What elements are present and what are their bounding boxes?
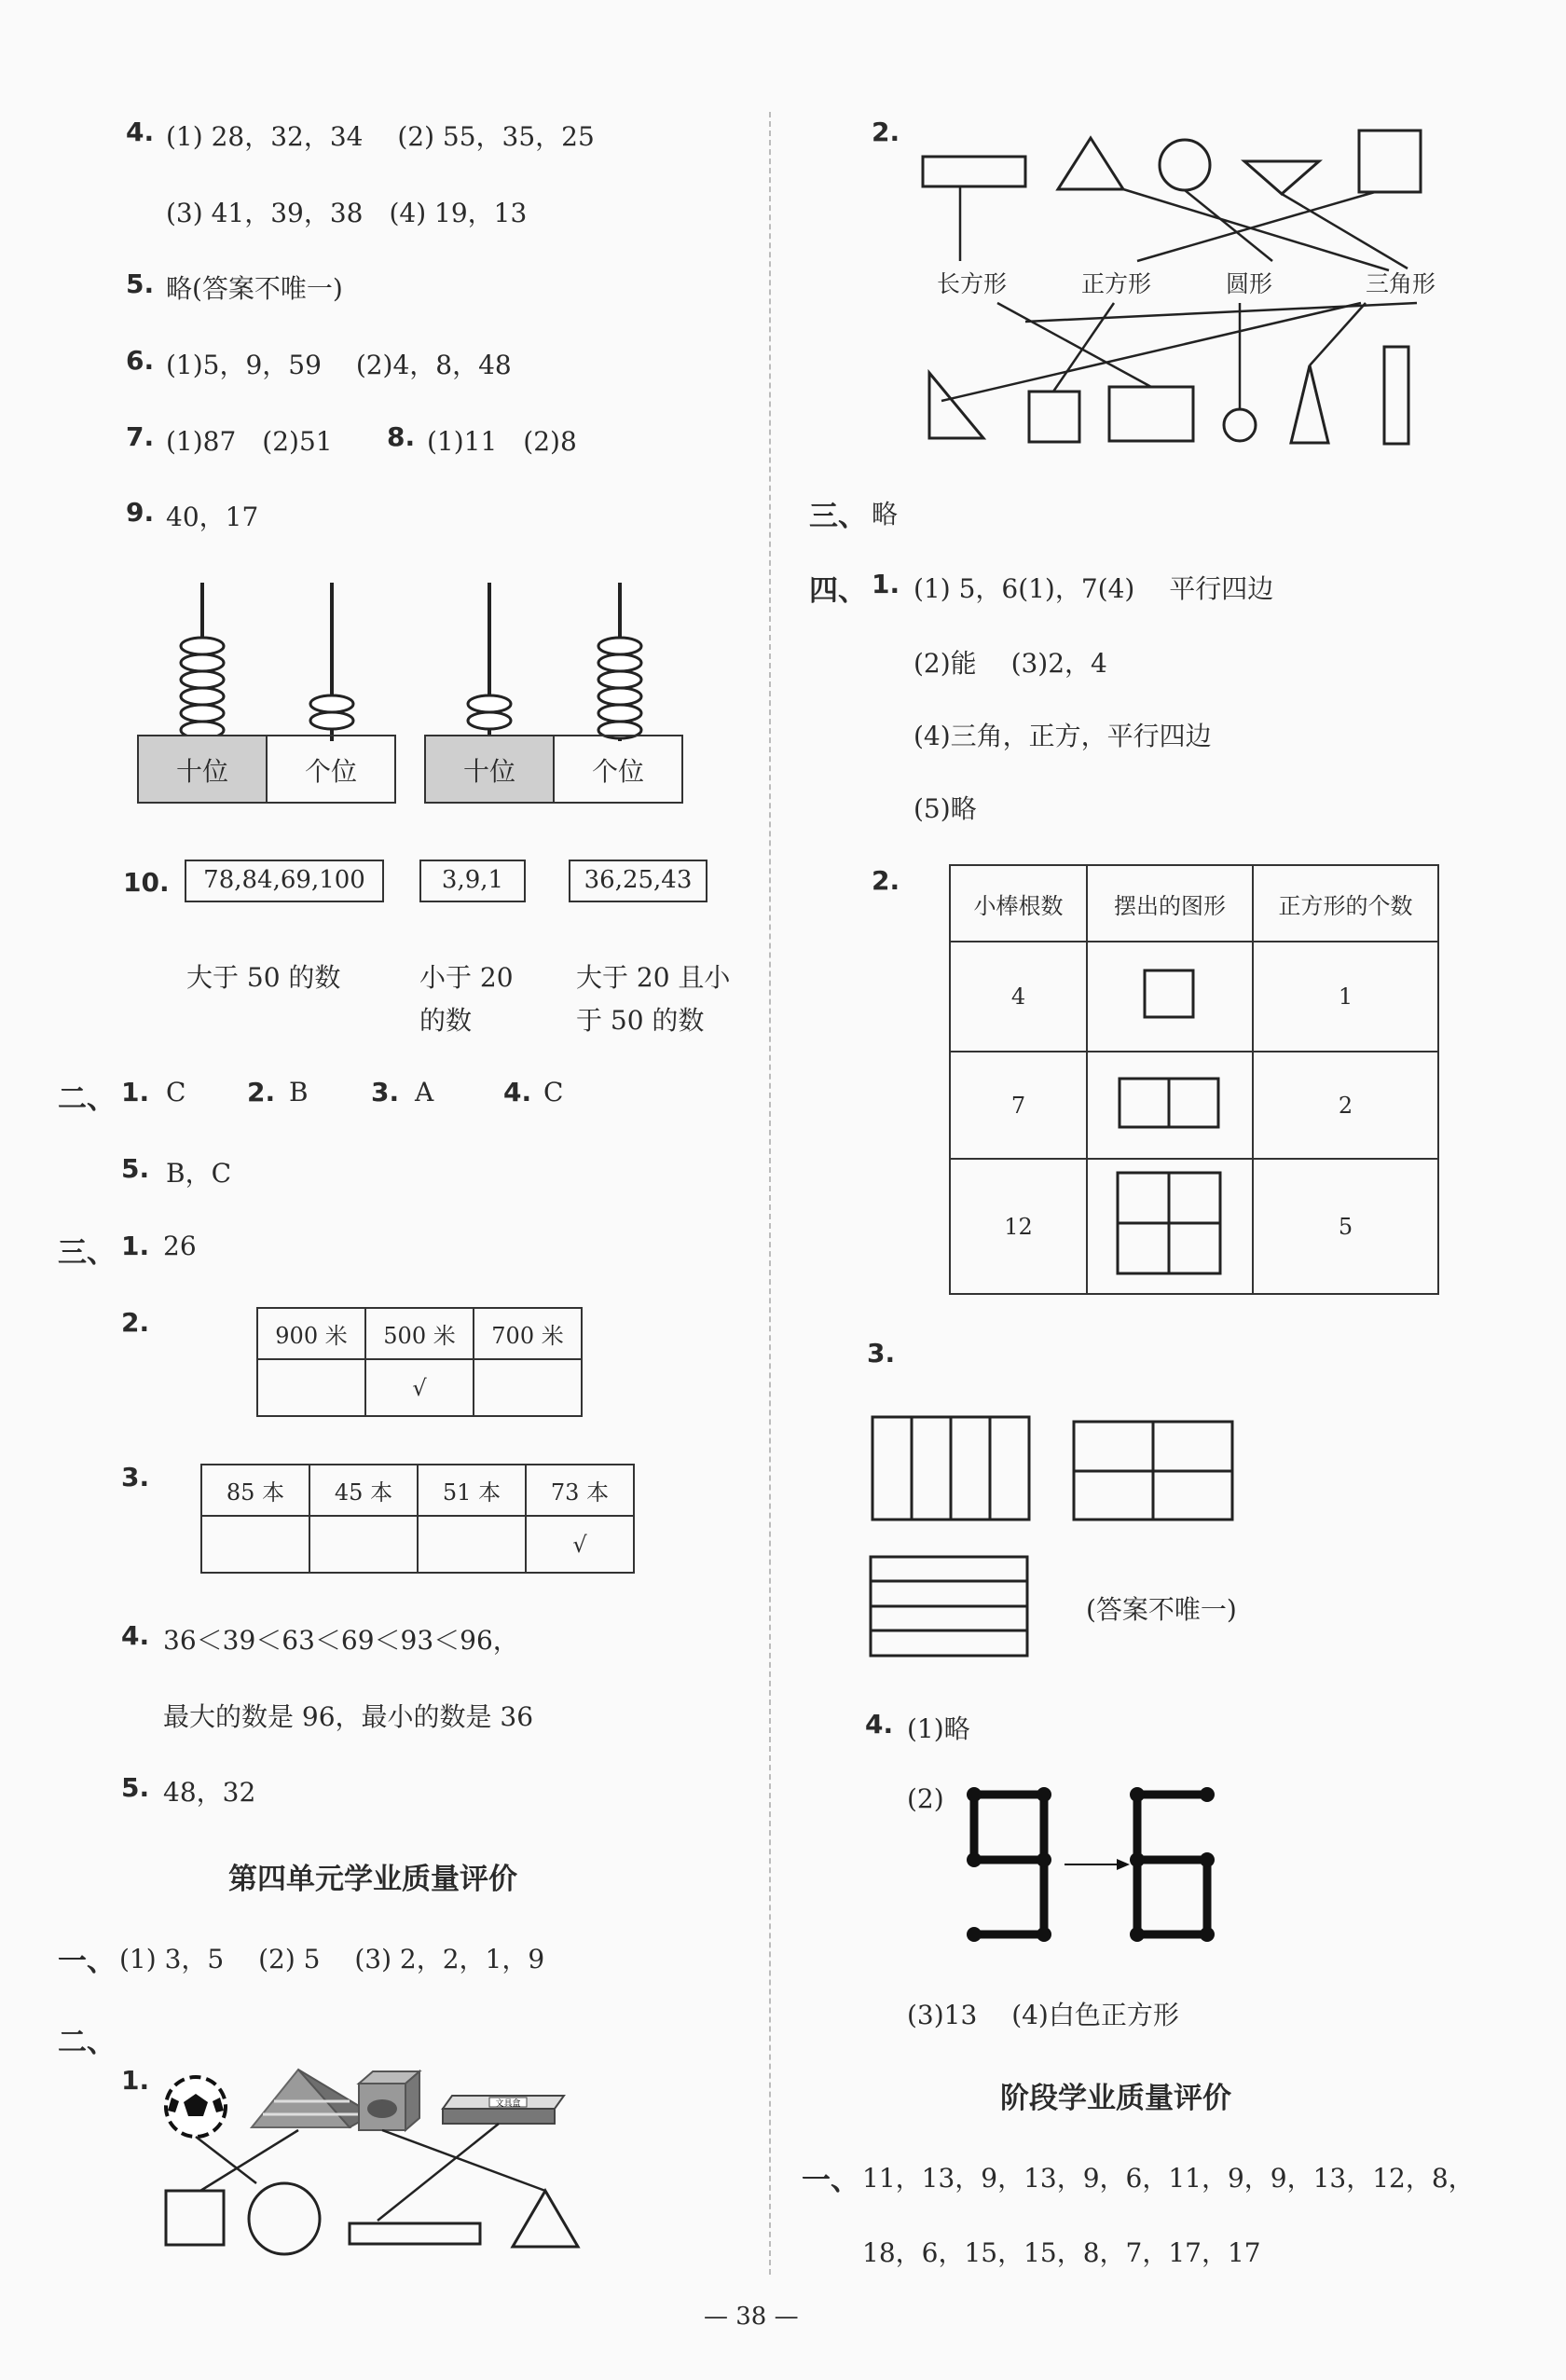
sticks-header: 小棒根数 [950, 865, 1087, 942]
s3-q4-line2: 最大的数是 96，最小的数是 36 [163, 1701, 534, 1732]
q4-line1: (1) 28，32，34 (2) 55，35，25 [166, 121, 595, 152]
r-s4-q4-line3: (3)13 (4)白色正方形 [907, 2000, 1179, 2030]
q8-answer: (1)11 (2)8 [427, 426, 577, 457]
q9-answer: 40，17 [166, 502, 259, 532]
column-divider [769, 112, 771, 2275]
q10-box3-text: 36,25,43 [584, 866, 693, 894]
q9-number: 9. [126, 497, 155, 528]
sticks-count: 4 [950, 942, 1087, 1052]
r-s4-q1-line3: (4)三角，正方，平行四边 [914, 721, 1212, 751]
sticks-figure [1087, 1159, 1253, 1294]
rectangle-shape [350, 2223, 480, 2244]
s3-q5-answer: 48，32 [163, 1777, 256, 1808]
q5-number: 5. [126, 268, 155, 299]
s2-q5-number: 5. [121, 1153, 150, 1184]
r-s4-q4-line2: (2) [907, 1783, 944, 1814]
s2-q4-answer: C [543, 1077, 564, 1107]
books-table [200, 1464, 635, 1574]
sticks-count: 7 [950, 1052, 1087, 1159]
circle-shape [249, 2183, 320, 2254]
s2-q4-number: 4. [503, 1077, 532, 1107]
books-mark [201, 1516, 309, 1573]
distance-mark [257, 1359, 365, 1416]
s3-q1-number: 1. [121, 1231, 150, 1261]
abacus-ones-label: 个位 [591, 756, 644, 787]
s2-q1-answer: C [166, 1077, 186, 1107]
pencil-box-label: 文具盒 [495, 2099, 521, 2109]
q7-answer: (1)87 (2)51 [166, 426, 333, 457]
books-mark [418, 1516, 526, 1573]
q8-number: 8. [387, 421, 416, 452]
q6-answer: (1)5，9，59 (2)4，8，48 [166, 350, 512, 380]
sticks-header: 正方形的个数 [1253, 865, 1438, 942]
abacus-left-tens-cell [137, 735, 268, 804]
unit4-s1-heading: 一、 [58, 1945, 116, 1978]
q10-number: 10. [123, 867, 170, 898]
s2-q3-answer: A [415, 1077, 434, 1107]
s3-q4-line1: 36＜39＜63＜69＜93＜96， [163, 1625, 519, 1656]
q4-number: 4. [126, 117, 155, 147]
r-s4-q3-number: 3. [867, 1338, 896, 1369]
cube-icon [359, 2071, 419, 2130]
distance-mark: √ [365, 1359, 474, 1416]
r-s4-q4-number: 4. [865, 1709, 894, 1740]
q10-box-greater-50 [185, 860, 384, 902]
sticks-count: 12 [950, 1159, 1087, 1294]
s3-q3-number: 3. [121, 1462, 150, 1493]
books-header: 73 本 [526, 1465, 634, 1516]
abacus-tens-label: 十位 [462, 756, 515, 787]
abacus-left-ones-cell [266, 735, 396, 804]
label-rectangle: 长方形 [937, 270, 1008, 297]
unit4-s2-q1-number: 1. [121, 2065, 150, 2096]
s2-q3-number: 3. [371, 1077, 400, 1107]
r-s3-answer: 略 [872, 499, 899, 530]
pyramid-icon [252, 2070, 373, 2127]
q5-answer: 略(答案不唯一) [166, 273, 343, 304]
q10-label1: 大于 50 的数 [186, 962, 341, 993]
square-shape [166, 2191, 224, 2245]
page-number: — 38 — [704, 2303, 799, 2331]
unit4-s1-answer: (1) 3，5 (2) 5 (3) 2，2，1，9 [119, 1944, 545, 1974]
stage-s1-line2: 18，6，15，15，8，7，17，17 [862, 2237, 1261, 2268]
arrow-right-icon [1117, 1859, 1130, 1870]
s2-q2-number: 2. [247, 1077, 276, 1107]
q7-number: 7. [126, 421, 155, 452]
squares-count: 1 [1253, 942, 1438, 1052]
abacus-right-ones-cell [553, 735, 683, 804]
books-mark: √ [526, 1516, 634, 1573]
sticks-figure [1087, 1052, 1253, 1159]
r-s4-q3-note: (答案不唯一) [1086, 1594, 1237, 1625]
s2-q5-answer: B，C [166, 1158, 232, 1189]
sticks-table [949, 864, 1439, 1295]
books-header: 51 本 [418, 1465, 526, 1516]
q6-number: 6. [126, 345, 155, 376]
stage-s1-line1: 11，13，9，13，9，6，11，9，9，13，12，8， [862, 2163, 1475, 2194]
pencil-box-icon [443, 2096, 564, 2124]
books-mark [309, 1516, 418, 1573]
s2-heading: 二、 [58, 1082, 116, 1116]
r-s4-q1-line2: (2)能 (3)2，4 [914, 648, 1107, 679]
q10-box1-text: 78,84,69,100 [203, 866, 365, 894]
soccer-ball-icon [166, 2077, 226, 2137]
distance-mark [474, 1359, 582, 1416]
s3-q4-number: 4. [121, 1620, 150, 1651]
distance-header: 700 米 [474, 1308, 582, 1359]
two-squares-figure [1117, 1076, 1223, 1130]
q4-line2: (3) 41，39，38 (4) 19，13 [166, 198, 528, 228]
q10-label3b: 于 50 的数 [576, 1005, 705, 1036]
q10-label2b: 的数 [419, 1005, 473, 1036]
four-squares-figure [1115, 1170, 1225, 1278]
distance-table [256, 1307, 583, 1417]
abacus-ones-label: 个位 [304, 756, 357, 787]
s3-q2-number: 2. [121, 1307, 150, 1338]
s3-heading: 三、 [58, 1236, 116, 1270]
matchstick-9-to-6-figure [960, 1785, 1240, 1944]
r-s4-q4-line1: (1)略 [907, 1713, 970, 1744]
label-triangle: 三角形 [1366, 270, 1436, 297]
squares-count: 2 [1253, 1052, 1438, 1159]
squares-count: 5 [1253, 1159, 1438, 1294]
label-square: 正方形 [1081, 270, 1152, 297]
s3-q5-number: 5. [121, 1772, 150, 1803]
r-s4-q1-line1: (1) 5，6(1)，7(4) 平行四边 [914, 573, 1274, 604]
distance-header: 900 米 [257, 1308, 365, 1359]
label-circle: 圆形 [1226, 270, 1273, 297]
unit4-s2-heading: 二、 [58, 2026, 116, 2059]
q10-label2a: 小于 20 [419, 962, 514, 993]
r-s4-heading: 四、 [809, 574, 867, 608]
s2-q2-answer: B [289, 1077, 309, 1107]
books-header: 45 本 [309, 1465, 418, 1516]
unit4-title: 第四单元学业质量评价 [228, 1863, 517, 1896]
q10-box2-text: 3,9,1 [441, 866, 504, 894]
distance-header: 500 米 [365, 1308, 474, 1359]
r-s3-heading: 三、 [809, 500, 867, 533]
s3-q1-answer: 26 [163, 1231, 197, 1261]
solids-matching-figure [158, 2060, 643, 2265]
s2-q1-number: 1. [121, 1077, 150, 1107]
sticks-figure [1087, 942, 1253, 1052]
abacus-right-tens-cell [424, 735, 555, 804]
q10-label3a: 大于 20 且小 [576, 962, 731, 993]
triangle-shape [513, 2191, 578, 2247]
r-q2-number: 2. [872, 117, 900, 147]
r-s4-q1-line4: (5)略 [914, 793, 977, 824]
r-s4-q1-number: 1. [872, 569, 900, 599]
stage-s1-heading: 一、 [802, 2164, 859, 2197]
q10-box-20-50 [569, 860, 707, 902]
abacus-tens-label: 十位 [175, 756, 228, 787]
r-s4-q2-number: 2. [872, 865, 900, 896]
q10-box-less-20 [419, 860, 526, 902]
sticks-header: 摆出的图形 [1087, 865, 1253, 942]
one-square-figure [1142, 968, 1198, 1020]
books-header: 85 本 [201, 1465, 309, 1516]
stage-title: 阶段学业质量评价 [1000, 2082, 1231, 2115]
